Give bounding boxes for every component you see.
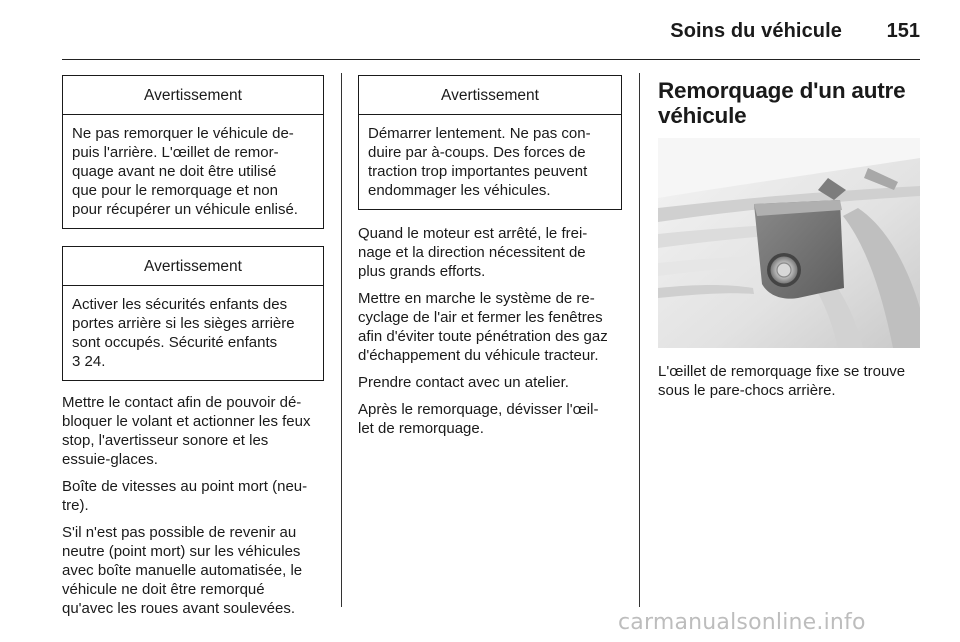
column-divider-1 — [341, 73, 342, 607]
column-1 — [62, 75, 324, 626]
warning-title: Avertissement — [63, 247, 323, 286]
paragraph: Mettre en marche le système de re- cyclage de l'air et fermer les fenêtres afin d'éviter toute pénétration des gaz d'échappement du véhicule tracteur. — [358, 290, 608, 364]
column-divider-2 — [639, 73, 640, 607]
tow-eye-illustration — [658, 138, 920, 348]
paragraph: Prendre contact avec un atelier. — [358, 374, 569, 391]
page-number: 151 — [886, 20, 920, 42]
column-3 — [658, 75, 920, 408]
column-2 — [358, 75, 622, 446]
warning-box — [62, 246, 324, 381]
header-divider — [62, 59, 920, 60]
paragraph: Après le remorquage, dévisser l'œil- let de remorquage. — [358, 401, 599, 437]
figure-caption: L'œillet de remorquage fixe se trouve sous le pare-chocs arrière. — [658, 363, 906, 399]
page-header — [0, 0, 960, 62]
warning-title: Avertissement — [63, 76, 323, 115]
warning-box — [358, 75, 622, 210]
warning-text: Ne pas remorquer le véhicule de- puis l'arrière. L'œillet de remor- quage avant ne doit être utilisé que pour le remorquage et non pour récupérer un véhicule enlisé. — [72, 125, 298, 218]
warning-title: Avertissement — [359, 76, 621, 115]
paragraph: Boîte de vitesses au point mort (neu- tre). — [62, 478, 308, 514]
section-title: Soins du véhicule — [670, 20, 842, 42]
paragraph: Quand le moteur est arrêté, le frei- nage et la direction nécessitent de plus grands efforts. — [358, 225, 588, 280]
warning-text: Activer les sécurités enfants des portes arrière si les sièges arrière sont occupés. Sécurité enfants 3 24. — [72, 296, 295, 370]
paragraph: Mettre le contact afin de pouvoir dé- bloquer le volant et actionner les feux stop, l'avertisseur sonore et les essuie-glaces. — [62, 394, 311, 468]
warning-box — [62, 75, 324, 229]
section-heading: Remorquage d'un autre véhicule — [658, 78, 906, 128]
paragraph: S'il n'est pas possible de revenir au neutre (point mort) sur les véhicules avec boîte manuelle automatisée, le véhicule ne doit être remorqué qu'avec les roues avant soulevées. — [62, 524, 303, 617]
warning-text: Démarrer lentement. Ne pas con- duire par à-coups. Des forces de traction trop importantes peuvent endommager les véhicules. — [368, 125, 591, 199]
watermark: carmanualsonline.info — [618, 610, 866, 635]
